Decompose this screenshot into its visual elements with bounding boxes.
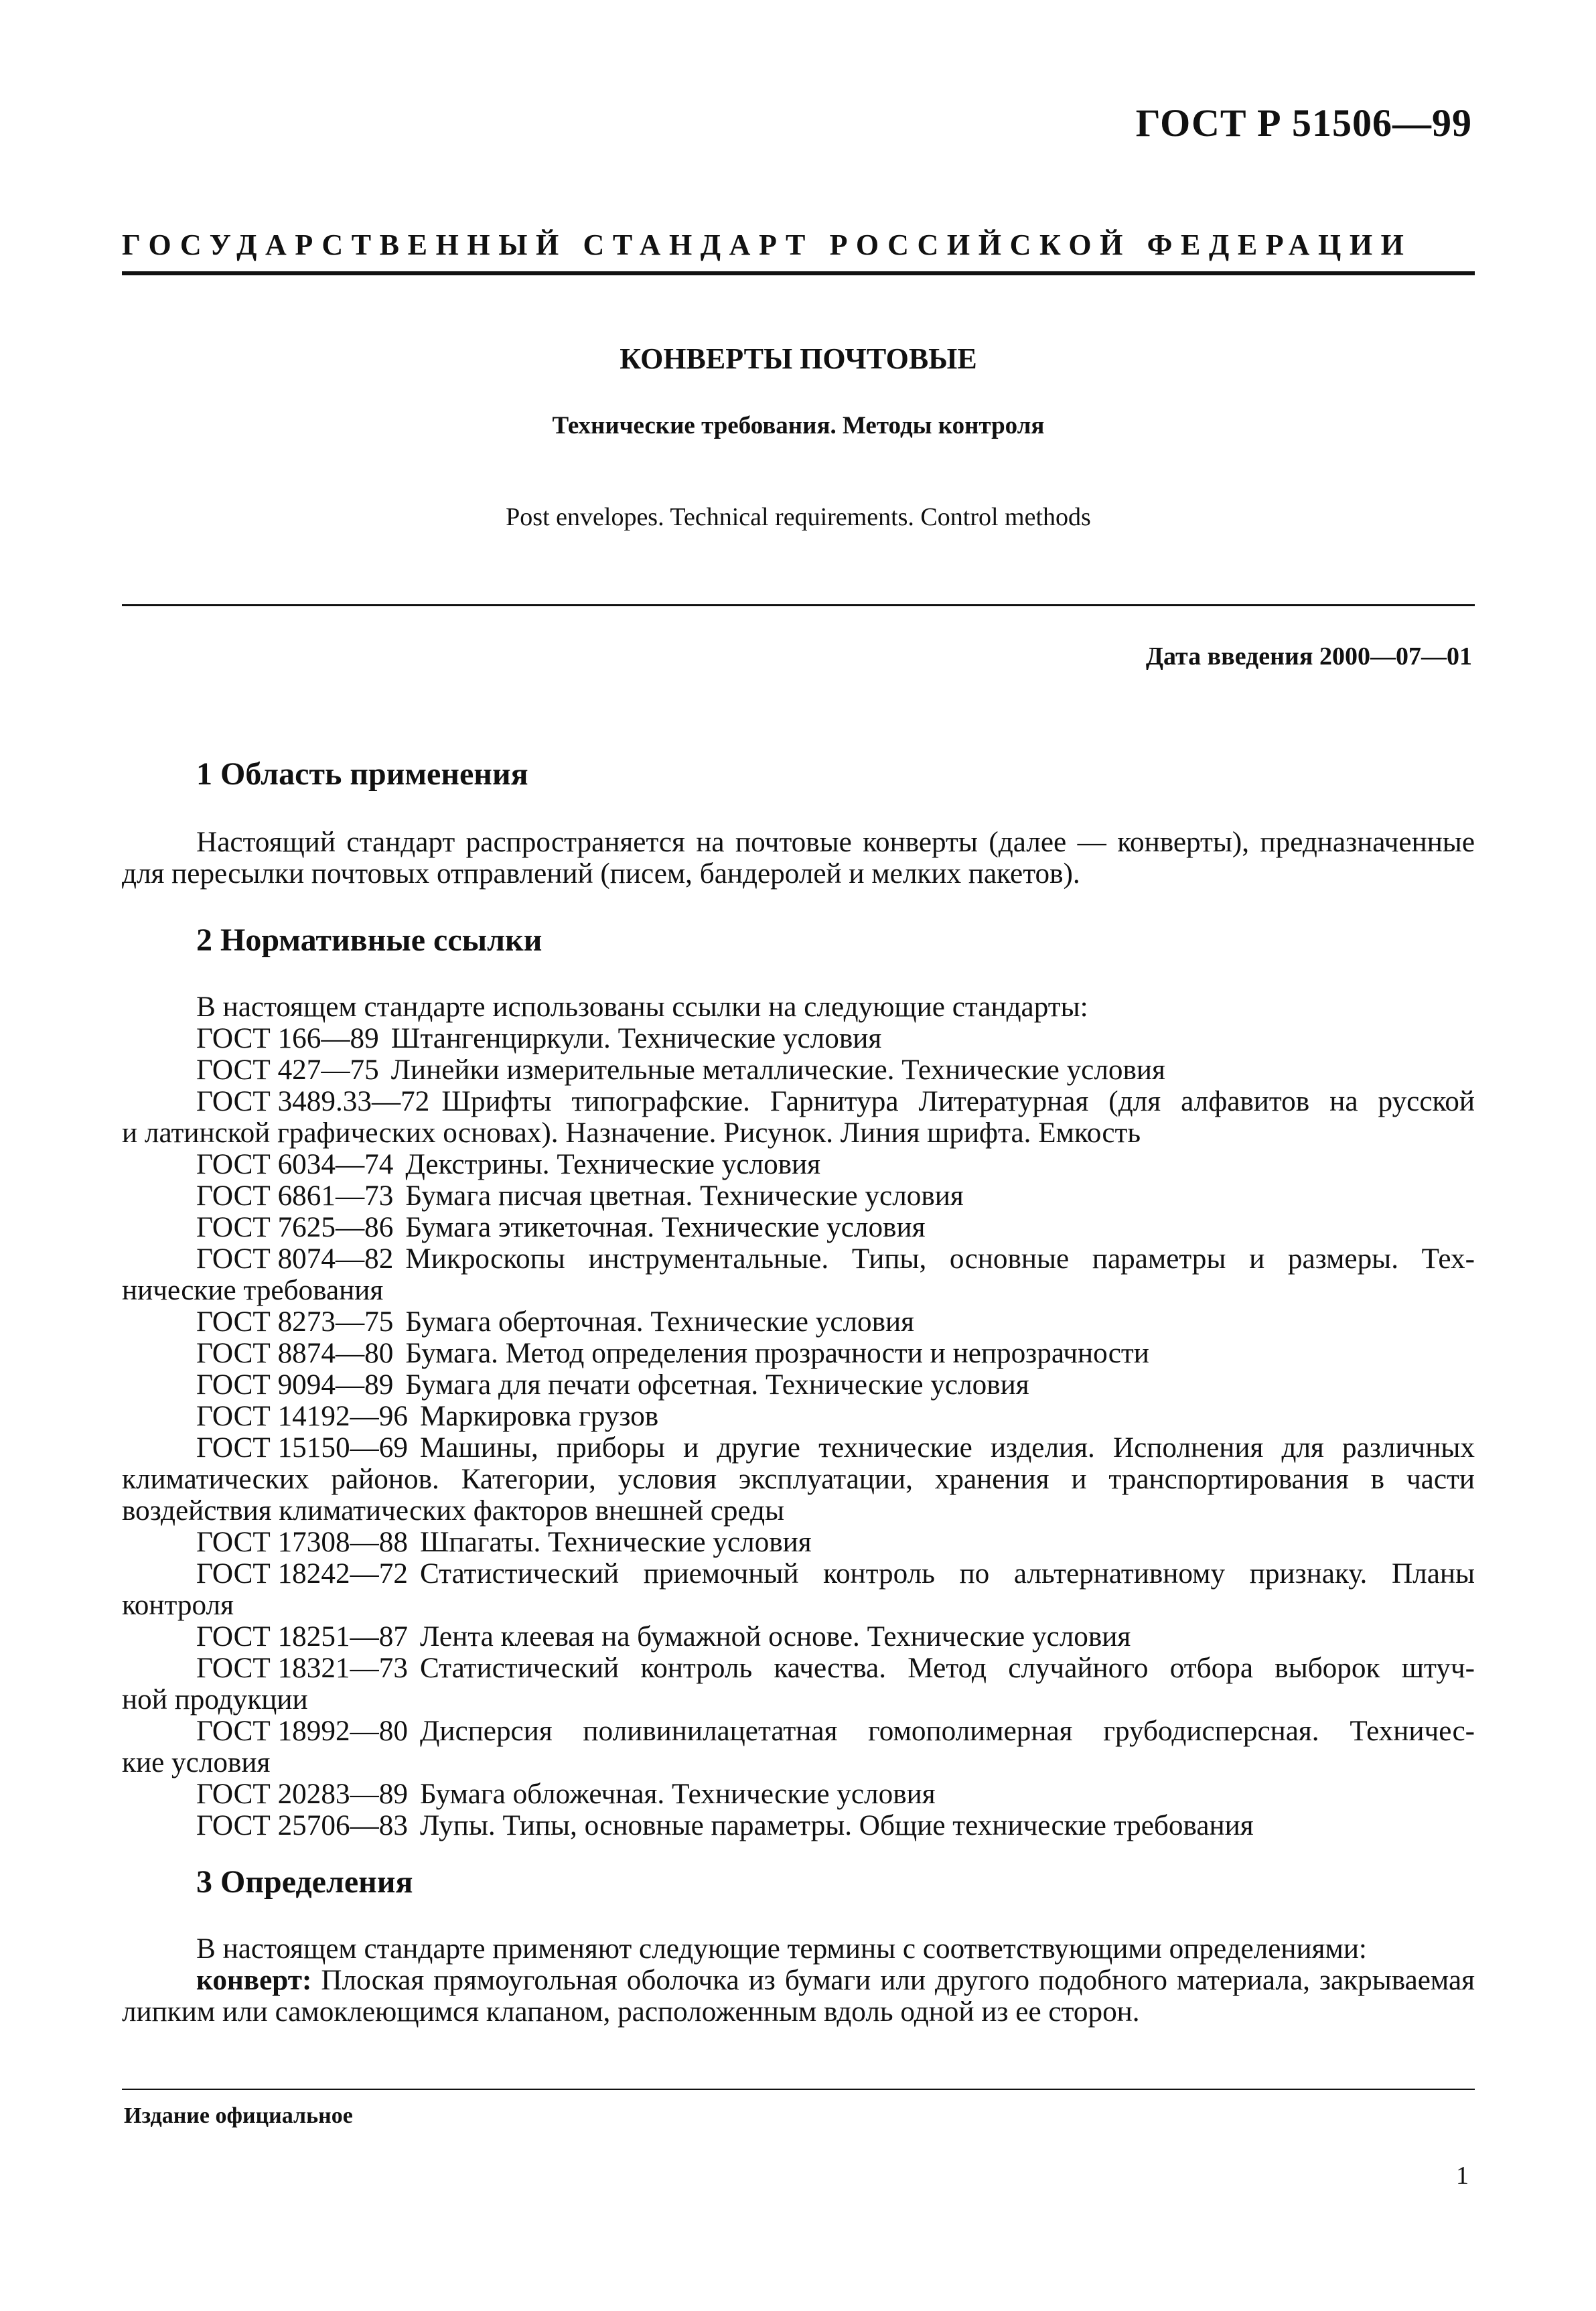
footer-rule <box>122 2089 1475 2090</box>
reference-continuation: нические требования <box>122 1275 384 1306</box>
reference-description: Бумага этикеточная. Технические условия <box>405 1212 926 1243</box>
reference-row <box>196 1180 1475 1212</box>
reference-row <box>196 1023 1475 1054</box>
reference-row <box>196 1621 1475 1653</box>
reference-row <box>196 1212 1475 1243</box>
reference-description: Шрифты типографские. Гарнитура Литературная (для алфавитов на русской <box>441 1086 1475 1117</box>
reference-row <box>196 1401 1475 1432</box>
reference-row <box>196 1306 1475 1338</box>
page-number: 1 <box>1456 2162 1469 2190</box>
reference-description: Лупы. Типы, основные параметры. Общие технические требования <box>419 1810 1254 1841</box>
section-1-body <box>122 827 1475 890</box>
reference-row <box>196 1810 1475 1841</box>
reference-item <box>122 1401 1475 1432</box>
reference-description: Бумага писчая цветная. Технические условия <box>405 1180 964 1212</box>
reference-item <box>122 1432 1475 1527</box>
reference-item <box>122 1653 1475 1715</box>
reference-row <box>196 1715 1475 1747</box>
reference-code: ГОСТ 166—89 <box>196 1023 379 1054</box>
reference-code: ГОСТ 6034—74 <box>196 1149 394 1180</box>
reference-code: ГОСТ 8273—75 <box>196 1306 394 1338</box>
reference-code: ГОСТ 18321—73 <box>196 1653 408 1684</box>
section-3-body <box>122 1933 1475 2028</box>
reference-item <box>122 1212 1475 1243</box>
reference-code: ГОСТ 25706—83 <box>196 1810 408 1841</box>
reference-row <box>196 1086 1475 1117</box>
reference-code: ГОСТ 18251—87 <box>196 1621 408 1653</box>
section-1-text: Настоящий стандарт распространяется на почтовые конверты (далее — конверты), предназначенные для пересылки почтовых отправлений (писем, бандеролей и мелких пакетов). <box>122 827 1475 890</box>
definition-term: конверт: <box>196 1965 312 1996</box>
reference-list <box>122 1023 1475 1841</box>
reference-code: ГОСТ 15150—69 <box>196 1432 408 1464</box>
reference-item <box>122 1243 1475 1306</box>
reference-code: ГОСТ 7625—86 <box>196 1212 394 1243</box>
reference-description: Микроскопы инструментальные. Типы, основные параметры и размеры. Тех- <box>405 1243 1475 1275</box>
reference-item <box>122 1715 1475 1778</box>
reference-code: ГОСТ 17308—88 <box>196 1527 408 1558</box>
reference-description: Машины, приборы и другие технические изделия. Исполнения для различных <box>419 1432 1475 1464</box>
reference-code: ГОСТ 20283—89 <box>196 1778 408 1810</box>
reference-code: ГОСТ 9094—89 <box>196 1369 394 1401</box>
reference-code: ГОСТ 14192—96 <box>196 1401 408 1432</box>
reference-row <box>196 1527 1475 1558</box>
introduction-date: Дата введения 2000—07—01 <box>1145 642 1472 671</box>
definition-paragraph <box>122 1965 1475 2028</box>
reference-description: Декстрины. Технические условия <box>405 1149 821 1180</box>
title-rule <box>122 604 1475 606</box>
reference-item <box>122 1621 1475 1653</box>
reference-description: Дисперсия поливинилацетатная гомополимерная грубодисперсная. Техничес- <box>419 1715 1475 1747</box>
section-2-heading: 2 Нормативные ссылки <box>196 922 542 958</box>
section-3-intro: В настоящем стандарте применяют следующие термины с соответствующими определениями: <box>196 1933 1367 1965</box>
reference-code: ГОСТ 18242—72 <box>196 1558 408 1590</box>
section-2-body <box>122 991 1475 1841</box>
reference-description: Линейки измерительные металлические. Технические условия <box>390 1054 1165 1086</box>
document-subtitle: Технические требования. Методы контроля <box>552 412 1045 439</box>
reference-item <box>122 1810 1475 1841</box>
reference-description: Шпагаты. Технические условия <box>419 1527 812 1558</box>
reference-code: ГОСТ 6861—73 <box>196 1180 394 1212</box>
definition-text: Плоская прямоугольная оболочка из бумаги или другого подобного материала, закрываемая липким или самоклеющимся клапаном, расположенным вдоль одной из ее сторон. <box>122 1965 1475 2028</box>
reference-item <box>122 1054 1475 1086</box>
reference-item <box>122 1180 1475 1212</box>
section-2-intro: В настоящем стандарте использованы ссылки на следующие стандарты: <box>196 991 1088 1023</box>
reference-description: Бумага. Метод определения прозрачности и непрозрачности <box>405 1338 1149 1369</box>
reference-continuation: кие условия <box>122 1747 271 1778</box>
organization-title: ГОСУДАРСТВЕННЫЙ СТАНДАРТ РОССИЙСКОЙ ФЕДЕРАЦИИ <box>122 228 1412 261</box>
reference-row <box>196 1243 1475 1275</box>
reference-description: Лента клеевая на бумажной основе. Технические условия <box>419 1621 1131 1653</box>
reference-row <box>196 1054 1475 1086</box>
reference-continuation: ной продукции <box>122 1684 308 1715</box>
reference-continuation: и латинской графических основах). Назначение. Рисунок. Линия шрифта. Емкость <box>122 1117 1141 1149</box>
reference-item <box>122 1369 1475 1401</box>
reference-description: Бумага для печати офсетная. Технические условия <box>405 1369 1029 1401</box>
reference-continuation: контроля <box>122 1590 234 1621</box>
reference-description: Штангенциркули. Технические условия <box>390 1023 882 1054</box>
reference-item <box>122 1778 1475 1810</box>
reference-item <box>122 1338 1475 1369</box>
reference-item <box>122 1558 1475 1621</box>
reference-description: Статистический контроль качества. Метод случайного отбора выборок штуч- <box>419 1653 1475 1684</box>
document-title: КОНВЕРТЫ ПОЧТОВЫЕ <box>620 342 977 375</box>
section-1-heading: 1 Область применения <box>196 756 528 792</box>
reference-item <box>122 1086 1475 1149</box>
reference-code: ГОСТ 8074—82 <box>196 1243 394 1275</box>
reference-description: Статистический приемочный контроль по альтернативному признаку. Планы <box>419 1558 1475 1590</box>
reference-item <box>122 1149 1475 1180</box>
reference-code: ГОСТ 18992—80 <box>196 1715 408 1747</box>
reference-code: ГОСТ 427—75 <box>196 1054 379 1086</box>
reference-row <box>196 1558 1475 1590</box>
reference-row <box>196 1432 1475 1464</box>
reference-description: Маркировка грузов <box>419 1401 659 1432</box>
reference-row <box>196 1778 1475 1810</box>
reference-item <box>122 1527 1475 1558</box>
reference-description: Бумага оберточная. Технические условия <box>405 1306 915 1338</box>
reference-continuation: климатических районов. Категории, условия эксплуатации, хранения и транспортирования в части воздействия климатических факторов внешней среды <box>122 1464 1475 1527</box>
reference-description: Бумага обложечная. Технические условия <box>419 1778 936 1810</box>
reference-code: ГОСТ 8874—80 <box>196 1338 394 1369</box>
reference-item <box>122 1306 1475 1338</box>
reference-row <box>196 1149 1475 1180</box>
official-edition-label: Издание официальное <box>124 2103 353 2128</box>
english-title: Post envelopes. Technical requirements. Control methods <box>506 503 1091 531</box>
reference-item <box>122 1023 1475 1054</box>
reference-row <box>196 1338 1475 1369</box>
section-3-heading: 3 Определения <box>196 1864 413 1900</box>
reference-code: ГОСТ 3489.33—72 <box>196 1086 430 1117</box>
reference-row <box>196 1369 1475 1401</box>
header-rule <box>122 271 1475 275</box>
document-code: ГОСТ Р 51506—99 <box>1135 101 1472 145</box>
reference-row <box>196 1653 1475 1684</box>
